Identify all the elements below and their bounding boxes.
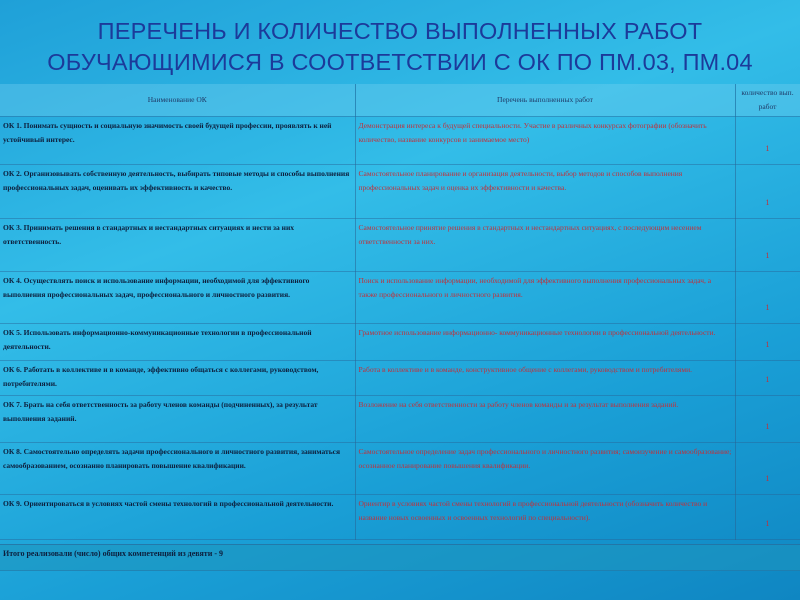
table-row [0,495,800,540]
ok-cell: ОК 8. Самостоятельно определять задачи профессионального и личностного развития, заниматься самообразованием, осознанно планировать повышение квалификации. [0,443,355,495]
qty-cell: 1 [735,396,800,443]
ok-cell: ОК 1. Понимать сущность и социальную значимость своей будущей профессии, проявлять к ней устойчивый интерес. [0,117,355,165]
ok-cell: ОК 7. Брать на себя ответственность за работу членов команды (подчиненных), за результат выполнения заданий. [0,396,355,443]
table-row [0,361,800,396]
ok-cell: ОК 3. Принимать решения в стандартных и нестандартных ситуациях и нести за них ответственность. [0,219,355,272]
table-row [0,117,800,165]
works-cell: Поиск и использование информации, необходимой для эффективного выполнения профессиональных задач, а также профессионального и личностного развития. [355,272,735,324]
table-row [0,443,800,495]
qty-cell: 1 [735,443,800,495]
works-cell: Возложение на себя ответственности за работу членов команды и за результат выполнения заданий. [355,396,735,443]
summary-footer [0,544,800,571]
works-cell: Работа в коллективе и в команде, конструктивное общение с коллегами, руководством и потребителями. [355,361,735,396]
qty-cell: 1 [735,117,800,165]
table-row [0,324,800,361]
title-line-2: ОБУЧАЮЩИМИСЯ В СООТВЕТСТВИИ С ОК ПО ПМ.03, ПМ.04 [47,49,753,75]
table-row [0,219,800,272]
header-ok: Наименование ОК [0,84,355,117]
qty-cell: 1 [735,324,800,361]
title-line-1: ПЕРЕЧЕНЬ И КОЛИЧЕСТВО ВЫПОЛНЕННЫХ РАБОТ [97,18,703,44]
qty-cell: 1 [735,219,800,272]
works-cell: Грамотное использование информационно- коммуникационные технологии в профессиональной деятельности. [355,324,735,361]
summary-text: Итого реализовали (число) общих компетенций из девяти - 9 [3,549,224,558]
ok-cell: ОК 6. Работать в коллективе и в команде, эффективно общаться с коллегами, руководством, потребителями. [0,361,355,396]
table-row [0,272,800,324]
table-header-row [0,84,800,117]
works-cell: Ориентир в условиях частой смены технологий в профессиональной деятельности (обозначить количество и название новых освоенных и освоенных технологий по специальности). [355,495,735,540]
qty-cell: 1 [735,495,800,540]
qty-cell: 1 [735,272,800,324]
header-qty: количество вып. работ [735,84,800,117]
works-cell: Самостоятельное планирование и организация деятельности, выбор методов и способов выполнения профессиональных задач и оценка их эффективности и качества. [355,165,735,219]
ok-cell: ОК 4. Осуществлять поиск и использование информации, необходимой для эффективного выполнения профессиональных задач, профессионального и личностного развития. [0,272,355,324]
works-cell: Самостоятельное принятие решения в стандартных и нестандартных ситуациях, с последующим несением ответственности за них. [355,219,735,272]
page-title [0,16,800,78]
ok-cell: ОК 9. Ориентироваться в условиях частой смены технологий в профессиональной деятельности. [0,495,355,540]
works-cell: Самостоятельное определение задач профессионального и личностного развития; самоизучение и самообразование; осознанное планирование повышения квалификации. [355,443,735,495]
qty-cell: 1 [735,165,800,219]
ok-cell: ОК 2. Организовывать собственную деятельность, выбирать типовые методы и способы выполнения профессиональных задач, оценивать их эффективность и качество. [0,165,355,219]
works-cell: Демонстрация интереса к будущей специальности. Участие в различных конкурсах фотографии (обозначить количество, название конкурсов и занимаемое место) [355,117,735,165]
table-row [0,396,800,443]
table-row [0,165,800,219]
ok-cell: ОК 5. Использовать информационно-коммуникационные технологии в профессиональной деятельности. [0,324,355,361]
competencies-table [0,84,800,540]
header-works: Перечень выполненных работ [355,84,735,117]
qty-cell: 1 [735,361,800,396]
